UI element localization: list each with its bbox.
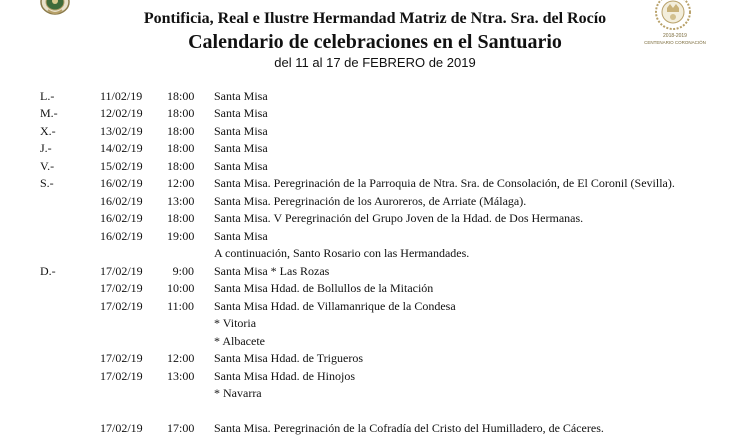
description-cell: Santa Misa. Peregrinación de la Cofradía del Cristo del Humilladero, de Cáceres. [214, 421, 604, 435]
schedule-row [0, 140, 750, 157]
description-cell: Santa Misa Hdad. de Villamanrique de la Condesa [214, 299, 456, 313]
schedule-row [0, 385, 750, 402]
time-cell: 18:00 [167, 89, 195, 103]
description-cell: Santa Misa. V Peregrinación del Grupo Joven de la Hdad. de Dos Hermanas. [214, 211, 584, 225]
date-cell: 16/02/19 [100, 229, 143, 243]
description-cell: * Navarra [214, 386, 262, 400]
schedule-row [0, 280, 750, 297]
schedule-row [0, 315, 750, 332]
schedule-row [0, 298, 750, 315]
schedule-row [0, 88, 750, 105]
description-cell: Santa Misa Hdad. de Trigueros [214, 351, 363, 365]
description-cell: Santa Misa [214, 159, 268, 173]
description-cell: Santa Misa. Peregrinación de la Parroquia de Ntra. Sra. de Consolación, de El Coronil (Sevilla). [214, 176, 675, 190]
description-cell: Santa Misa Hdad. de Hinojos [214, 369, 355, 383]
time-cell: 11:00 [167, 299, 194, 313]
description-cell: Santa Misa [214, 141, 268, 155]
emblem-caption: CENTENARIO CORONACIÓN [644, 40, 706, 45]
time-cell: 19:00 [167, 229, 195, 243]
schedule-row [0, 263, 750, 280]
day-label: S.- [40, 176, 54, 190]
description-cell: Santa Misa Hdad. de Bollullos de la Mitación [214, 281, 434, 295]
time-cell: 18:00 [167, 141, 195, 155]
schedule-row [0, 403, 750, 420]
time-cell: 18:00 [167, 211, 195, 225]
schedule-row [0, 210, 750, 227]
date-cell: 15/02/19 [100, 159, 143, 173]
schedule-row [0, 350, 750, 367]
date-cell: 16/02/19 [100, 176, 143, 190]
description-cell: Santa Misa * Las Rozas [214, 264, 330, 278]
date-cell: 17/02/19 [100, 299, 143, 313]
day-label: V.- [40, 159, 55, 173]
time-cell: 12:00 [167, 351, 195, 365]
time-cell: 9:00 [172, 264, 194, 278]
day-label: X.- [40, 124, 56, 138]
description-cell: Santa Misa [214, 124, 268, 138]
schedule-row [0, 228, 750, 245]
time-cell: 17:00 [167, 421, 195, 435]
schedule-row [0, 368, 750, 385]
date-range: del 11 al 17 de FEBRERO de 2019 [274, 55, 476, 70]
description-cell: Santa Misa [214, 229, 268, 243]
description-cell: Santa Misa [214, 106, 268, 120]
time-cell: 12:00 [167, 176, 195, 190]
time-cell: 18:00 [167, 106, 195, 120]
date-cell: 17/02/19 [100, 369, 143, 383]
description-cell: * Albacete [214, 334, 265, 348]
time-cell: 18:00 [167, 159, 195, 173]
day-label: M.- [40, 106, 58, 120]
time-cell: 13:00 [167, 194, 195, 208]
description-cell: Santa Misa. Peregrinación de los Auroreros, de Arriate (Málaga). [214, 194, 527, 208]
date-cell: 13/02/19 [100, 124, 143, 138]
description-cell: A continuación, Santo Rosario con las Hermandades. [214, 246, 470, 260]
schedule-row [0, 175, 750, 192]
date-cell: 17/02/19 [100, 264, 143, 278]
day-label: D.- [40, 264, 56, 278]
date-cell: 14/02/19 [100, 141, 143, 155]
day-label: J.- [40, 141, 52, 155]
schedule-row [0, 245, 750, 262]
time-cell: 18:00 [167, 124, 195, 138]
date-cell: 12/02/19 [100, 106, 143, 120]
time-cell: 10:00 [167, 281, 195, 295]
date-cell: 17/02/19 [100, 421, 143, 435]
day-label: L.- [40, 89, 55, 103]
description-cell: * Vitoria [214, 316, 257, 330]
date-cell: 17/02/19 [100, 281, 143, 295]
emblem-years: 2018-2019 [663, 33, 687, 39]
schedule-row [0, 420, 750, 437]
date-cell: 17/02/19 [100, 351, 143, 365]
date-cell: 11/02/19 [100, 89, 143, 103]
time-cell: 13:00 [167, 369, 195, 383]
schedule-row [0, 333, 750, 350]
date-cell: 16/02/19 [100, 211, 143, 225]
page-title: Pontificia, Real e Ilustre Hermandad Matriz de Ntra. Sra. del Rocío [143, 10, 607, 27]
description-cell: Santa Misa [214, 89, 268, 103]
page-subtitle: Calendario de celebraciones en el Santuario [188, 31, 562, 53]
schedule-row [0, 105, 750, 122]
schedule-row [0, 123, 750, 140]
schedule-row [0, 193, 750, 210]
schedule-row [0, 158, 750, 175]
date-cell: 16/02/19 [100, 194, 143, 208]
